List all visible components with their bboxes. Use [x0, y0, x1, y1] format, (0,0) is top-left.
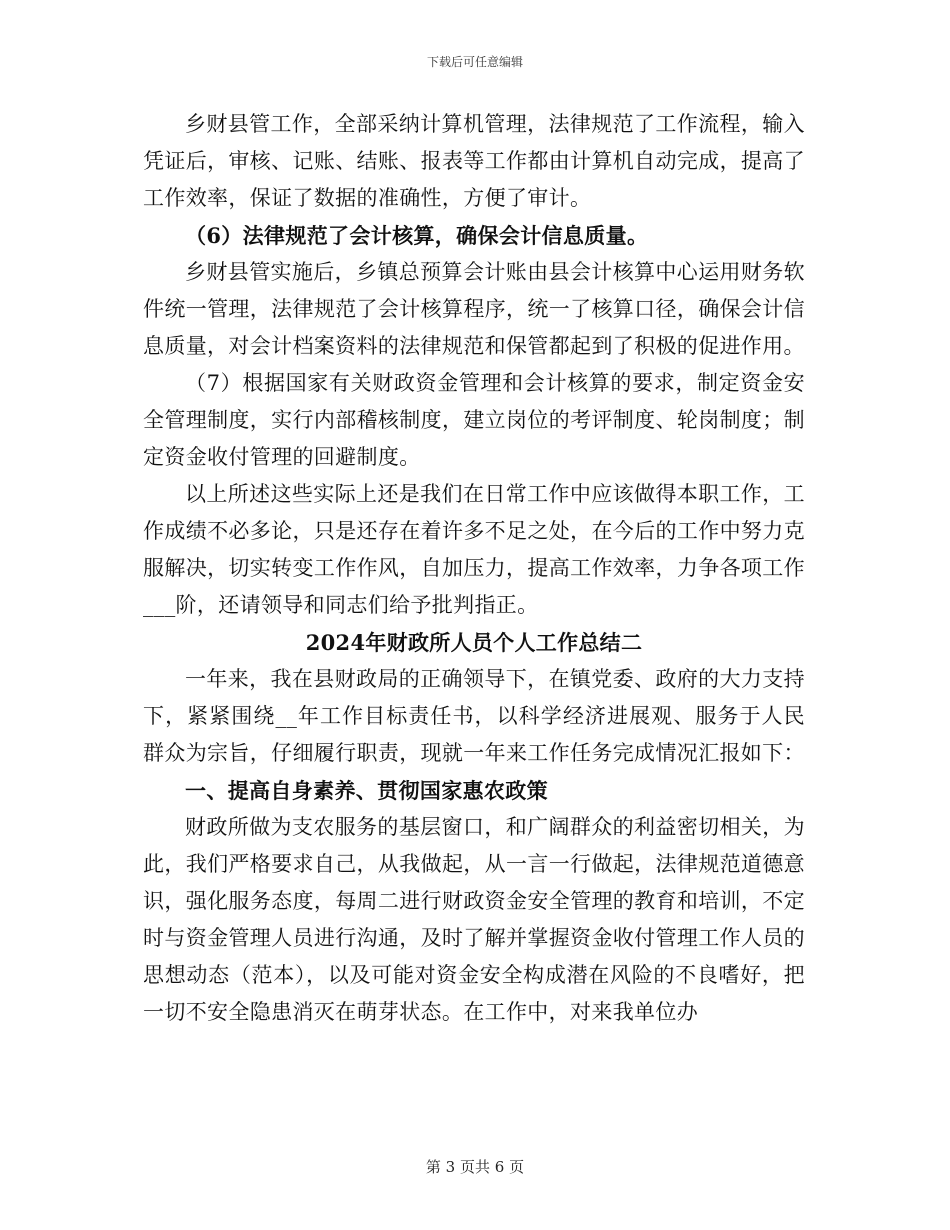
paragraph-accounting-standard: 乡财县管实施后，乡镇总预算会计账由县会计核算中心运用财务软件统一管理，法律规范了会计核算程序，统一了核算口径，确保会计信息质量，对会计档案资料的法律规范和保管都起到了积极的促进作用。 [143, 260, 805, 358]
page-footer: 第 3 页共 6 页 [425, 1158, 525, 1176]
paragraph-conclusion: 以上所述这些实际上还是我们在日常工作中应该做得本职工作，工作成绩不必多论，只是还存在着许多不足之处，在今后的工作中努力克服解决，切实转变工作作风，自加压力，提高工作效率，力争各项工作___阶，还请领导和同志们给予批判指正。 [143, 482, 805, 617]
document-body [143, 106, 805, 1031]
paragraph-computer-management: 乡财县管工作，全部采纳计算机管理，法律规范了工作流程，输入凭证后，审核、记账、结账、报表等工作都由计算机自动完成，提高了工作效率，保证了数据的准确性，方便了审计。 [143, 112, 805, 210]
page-header: 下载后可任意编辑 [426, 55, 523, 69]
heading-item-6: （6）法律规范了会计核算，确保会计信息质量。 [185, 223, 649, 248]
paragraph-item-7: （7）根据国家有关财政资金管理和会计核算的要求，制定资金安全管理制度，实行内部稽核制度，建立岗位的考评制度、轮岗制度；制定资金收付管理的回避制度。 [143, 371, 805, 469]
paragraph-service-window: 财政所做为支农服务的基层窗口，和广阔群众的利益密切相关，为此，我们严格要求自己，从我做起，从一言一行做起，法律规范道德意识，强化服务态度，每周二进行财政资金安全管理的教育和培训，不定时与资金管理人员进行沟通，及时了解并掌握资金收付管理工作人员的思想动态（范本），以及可能对资金安全构成潜在风险的不良嗜好，把一切不安全隐患消灭在萌芽状态。在工作中，对来我单位办 [143, 815, 805, 1024]
heading-section-1: 一、提高自身素养、贯彻国家惠农政策 [185, 778, 548, 803]
section-title: 2024年财政所人员个人工作总结二 [305, 630, 643, 655]
paragraph-intro: 一年来，我在县财政局的正确领导下，在镇党委、政府的大力支持下，紧紧围绕__年工作目标责任书，以科学经济进展观、服务于人民群众为宗旨，仔细履行职责，现就一年来工作任务完成情况汇报如下： [143, 667, 805, 765]
